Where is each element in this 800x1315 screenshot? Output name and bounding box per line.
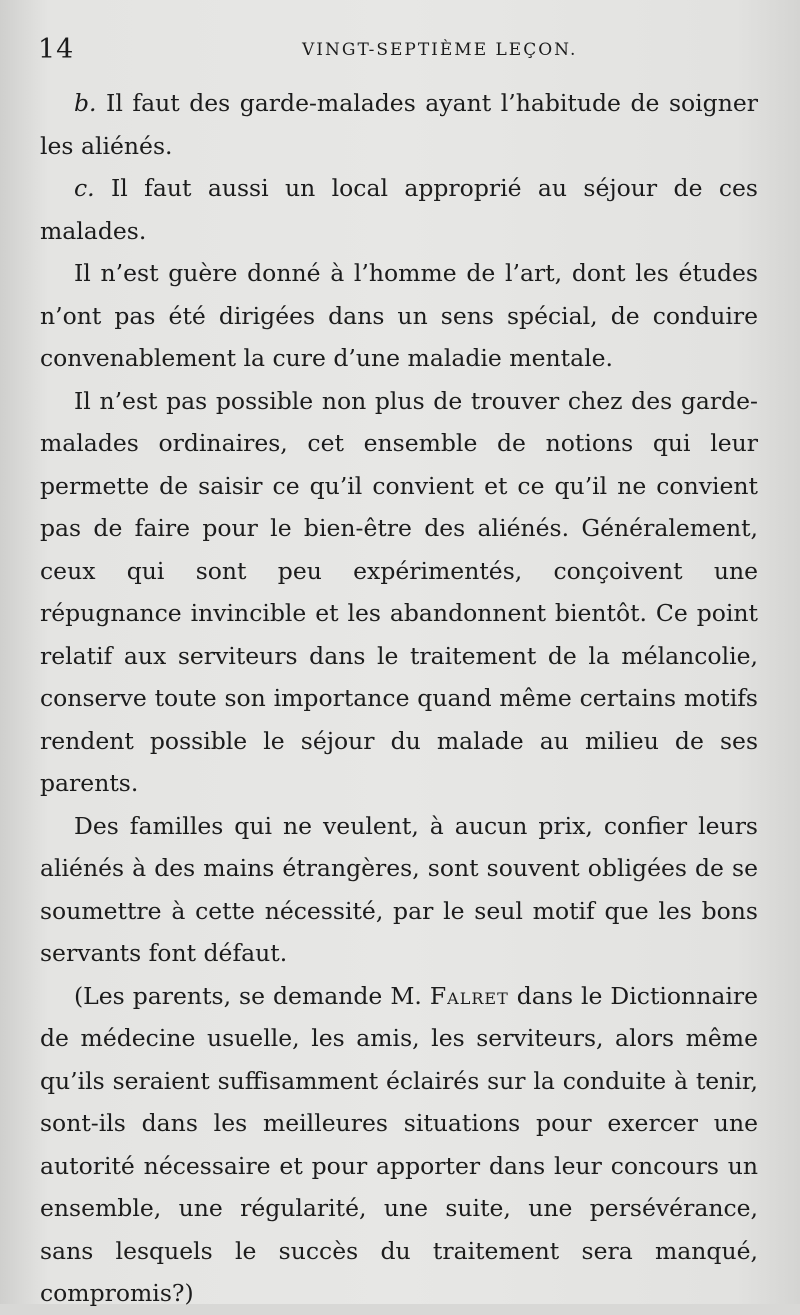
paragraph-text: Il faut aussi un local approprié au séjour de ces malades. xyxy=(40,174,758,245)
paragraph-quote xyxy=(40,975,758,1315)
running-head: VINGT-SEPTIÈME LEÇON. xyxy=(302,40,578,60)
item-label: b. xyxy=(74,89,97,117)
paragraph-text: Il faut des garde-malades ayant l’habitude de soigner les aliénés. xyxy=(40,89,758,160)
page-number: 14 xyxy=(38,34,75,65)
paragraph-b xyxy=(40,82,758,167)
paragraph: Il n’est guère donné à l’homme de l’art, dont les études n’ont pas été dirigées dans un sens spécial, de conduire convenablement la cure d’une maladie mentale. xyxy=(40,259,758,372)
paragraph: Des familles qui ne veulent, à aucun prix, confier leurs aliénés à des mains étrangères, sont souvent obligées de se soumettre à cette nécessité, par le seul motif que les bons servants font défaut. xyxy=(40,811,758,967)
page-header xyxy=(38,34,758,68)
author-name: Falret xyxy=(429,981,509,1010)
body-text xyxy=(40,82,758,1315)
paragraph-c xyxy=(40,167,758,252)
paragraph-text: dans le Dictionnaire de médecine usuelle, les amis, les serviteurs, alors même qu’ils seraient suffisamment éclairés sur la conduite à tenir, sont-ils dans les meilleures situations pour exercer une autorité nécessaire et pour apporter dans leur concours un ensemble, une régularité, une suite, une persévérance, sans lesquels le succès du traitement sera manqué, compromis?) xyxy=(40,981,758,1307)
paragraph-text: (Les parents, se demande M. xyxy=(74,981,430,1010)
item-label: c. xyxy=(74,174,95,202)
paragraph: Il n’est pas possible non plus de trouver chez des garde-malades ordinaires, cet ensemble de notions qui leur permette de saisir ce qu’il convient et ce qu’il ne convient pas de faire pour le bien-être des aliénés. Généralement, ceux qui sont peu expérimentés, conçoivent une répugnance invincible et les abandonnent bientôt. Ce point relatif aux serviteurs dans le traitement de la mélancolie, conserve toute son importance quand même certains motifs rendent possible le séjour du malade au milieu de ses parents. xyxy=(40,386,758,797)
